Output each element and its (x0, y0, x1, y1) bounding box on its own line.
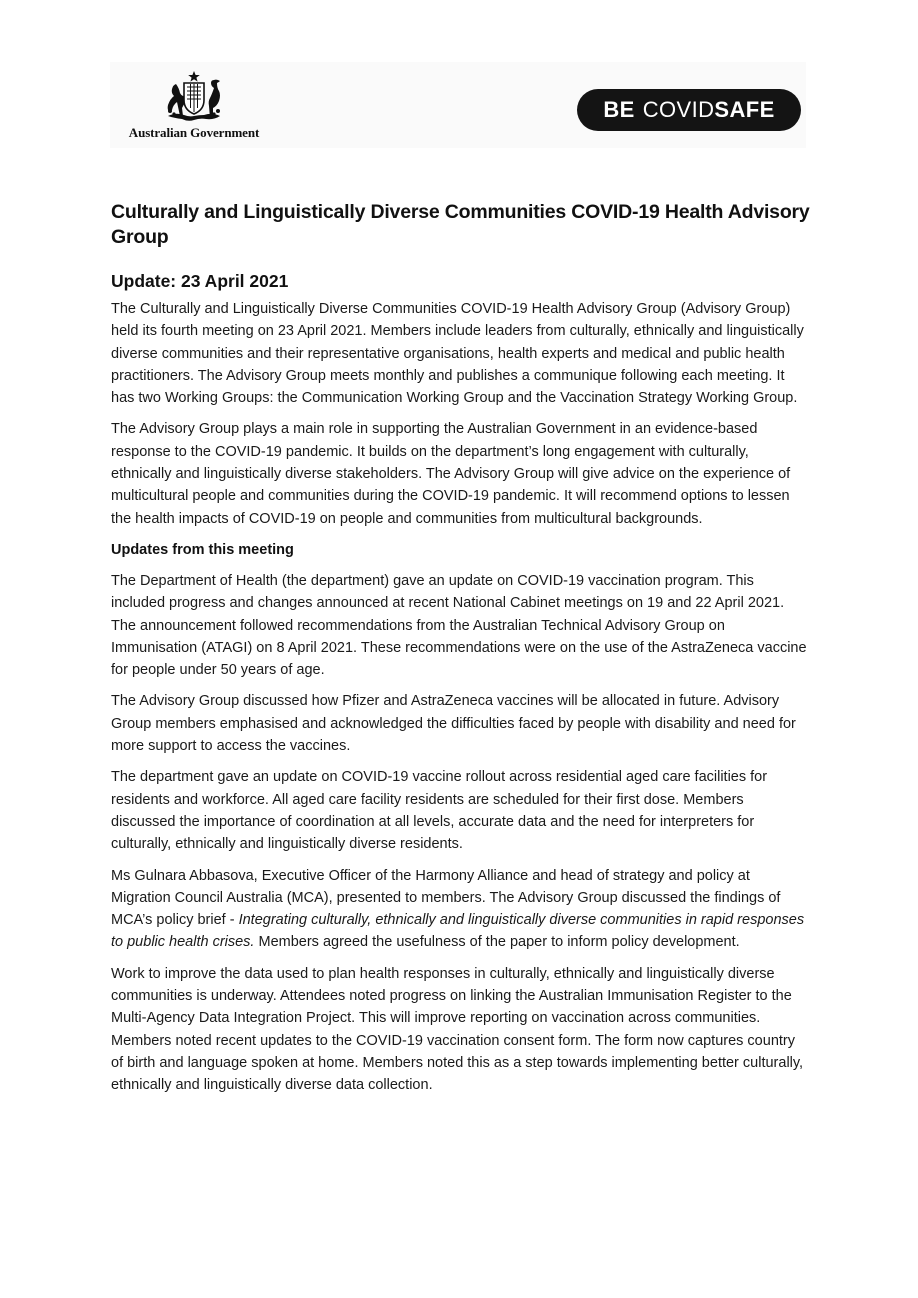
australian-government-logo (116, 70, 272, 150)
document-title: Culturally and Linguistically Diverse Communities COVID-19 Health Advisory Group (111, 201, 810, 248)
coat-of-arms-icon (154, 70, 234, 122)
mca-text-before: Ms Gulnara Abbasova, Executive Officer of the Harmony Alliance and head of strategy and policy at Migration Council Australia (MCA), presented to members. The Advisory Group discussed the findings of MCA’s policy brief - (111, 867, 781, 929)
badge-word-covid: COVID (642, 97, 715, 122)
badge-word-be: BE (603, 97, 635, 122)
document-body (111, 200, 811, 1106)
update-paragraph-vaccine-allocation: The Advisory Group discussed how Pfizer and AstraZeneca vaccines will be allocated in future. Advisory Group members emphasised and acknowledged the difficulties faced by people with disability and need for more support to access the vaccines. (111, 693, 796, 755)
intro-paragraph-2: The Advisory Group plays a main role in supporting the Australian Government in an evidence-based response to the COVID-19 pandemic. It builds on the department’s long engagement with culturally, ethnically and linguistically diverse stakeholders. The Advisory Group will give advice on the experience of multicultural people and communities during the COVID-19 pandemic. It will recommend options to lessen the health impacts of COVID-19 on people and communities from multicultural backgrounds. (111, 421, 791, 527)
update-paragraph-mca (111, 865, 811, 954)
updates-heading: Updates from this meeting (111, 541, 294, 558)
update-paragraph-aged-care: The department gave an update on COVID-19 vaccine rollout across residential aged care facilities for residents and workforce. All aged care facility residents are scheduled for their first dose. Members discussed the importance of coordination at all levels, accurate data and the need for interpreters for culturally, ethnically and linguistically diverse residents. (111, 769, 768, 853)
covidsafe-badge (577, 89, 801, 131)
update-paragraph-vaccination-program: The Department of Health (the department) gave an update on COVID-19 vaccination program. This included progress and changes announced at recent National Cabinet meetings on 19 and 22 April 2021. The announcement followed recommendations from the Australian Technical Advisory Group on Immunisation (ATAGI) on 8 April 2021. These recommendations were on the use of the AstraZeneca vaccine for people under 50 years of age. (111, 572, 807, 679)
badge-word-safe: SAFE (714, 97, 775, 122)
update-date-heading: Update: 23 April 2021 (111, 271, 289, 291)
policy-brief-title: Integrating culturally, ethnically and linguistically diverse communities in rapid responses to public health crises. (111, 912, 805, 951)
mca-text-after: Members agreed the usefulness of the paper to inform policy development. (254, 934, 740, 951)
government-name: Australian Government (128, 125, 260, 140)
update-paragraph-data: Work to improve the data used to plan health responses in culturally, ethnically and linguistically diverse communities is underway. Attendees noted progress on linking the Australian Immunisation Register to the Multi-Agency Data Integration Project. This will improve reporting on vaccination across communities. Members noted recent updates to the COVID-19 vaccination consent form. The form now captures country of birth and language spoken at home. Members noted this as a step towards implementing better culturally, ethnically and linguistically diverse data collection. (111, 965, 804, 1094)
intro-paragraph-1: The Culturally and Linguistically Diverse Communities COVID-19 Health Advisory Group (Advisory Group) held its fourth meeting on 23 April 2021. Members include leaders from culturally, ethnically and linguistically diverse communities and their representative organisations, health experts and medical and public health practitioners. The Advisory Group meets monthly and publishes a communique following each meeting. It has two Working Groups: the Communication Working Group and the Vaccination Strategy Working Group. (111, 301, 804, 407)
